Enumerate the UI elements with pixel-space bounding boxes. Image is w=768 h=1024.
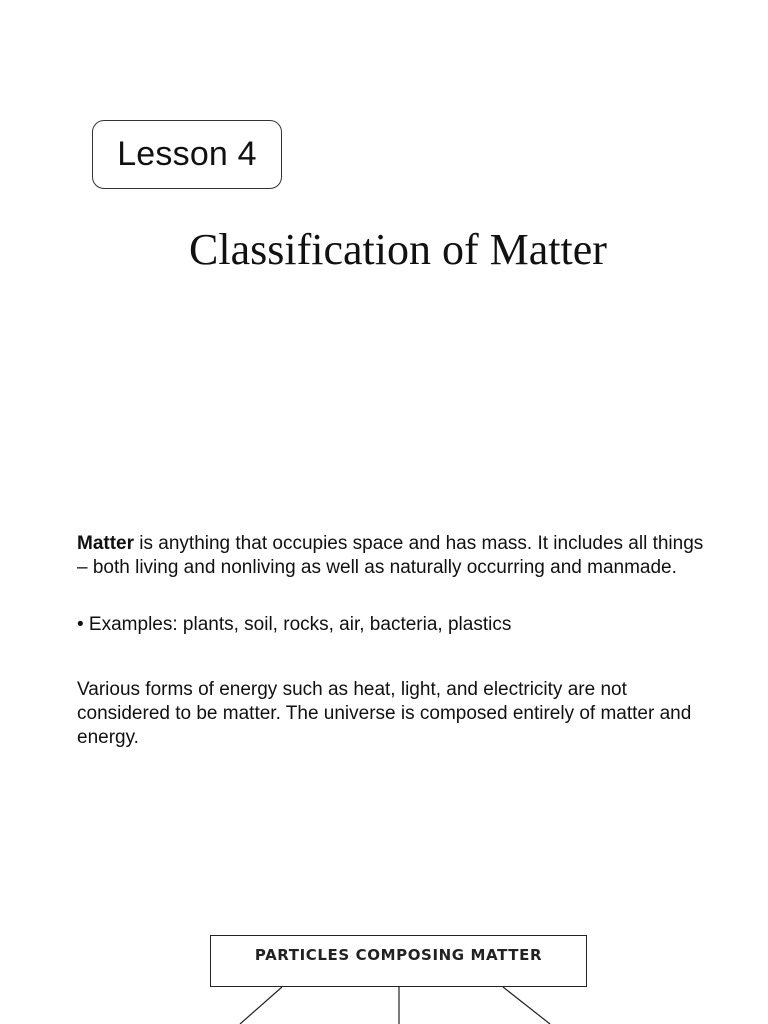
connector-right [503,987,550,1024]
examples-bullet: • Examples: plants, soil, rocks, air, bacteria, plastics [77,614,512,635]
matter-definition-paragraph [77,532,717,580]
matter-term: Matter [77,533,135,554]
page-title: Classification of Matter [189,225,607,274]
connector-left [240,987,282,1024]
energy-paragraph: Various forms of energy such as heat, light, and electricity are not considered to be matter. The universe is composed entirely of matter and energy. [77,679,692,748]
lesson-label: Lesson 4 [117,135,257,173]
matter-definition-text: is anything that occupies space and has mass. It includes all things – both living and nonliving as well as naturally occurring and manmade. [77,533,704,578]
diagram-root-box [210,935,587,987]
lesson-badge [92,120,282,189]
diagram-root-label: PARTICLES COMPOSING MATTER [254,946,543,964]
